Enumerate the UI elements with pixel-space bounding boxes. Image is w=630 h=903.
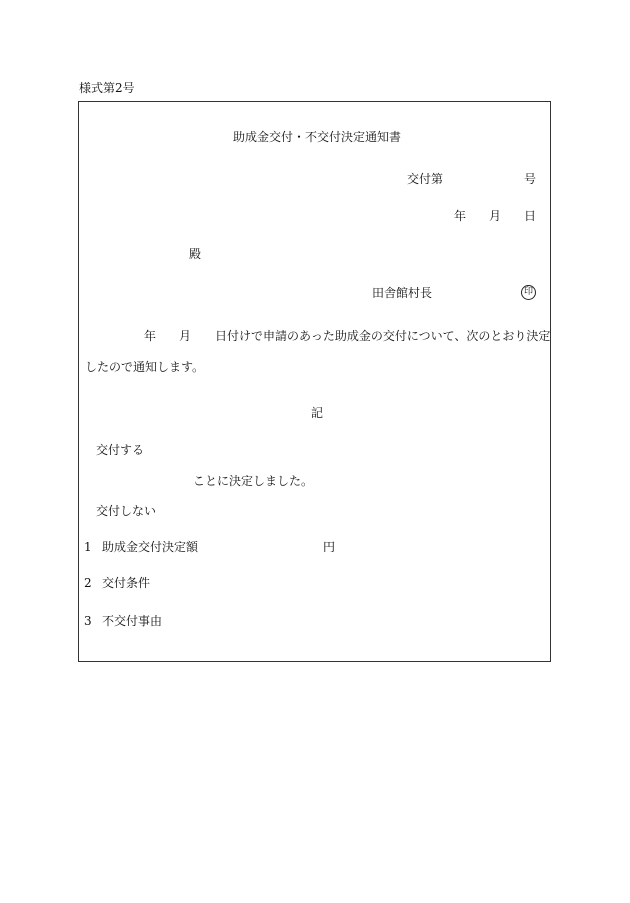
- item-2-label: 交付条件: [102, 576, 151, 590]
- item-1-unit: 円: [323, 540, 336, 554]
- ki-heading: 記: [311, 406, 324, 420]
- body-month: 月: [179, 329, 192, 343]
- decision-grant: 交付する: [96, 443, 145, 457]
- decision-not-grant: 交付しない: [96, 504, 157, 518]
- seal-mark: 印: [521, 285, 536, 300]
- date-day: 日: [524, 209, 537, 223]
- date-year: 年: [454, 209, 467, 223]
- item-1-label: 助成金交付決定額: [102, 540, 199, 554]
- decision-statement: ことに決定しました。: [193, 474, 314, 488]
- item-3-label: 不交付事由: [102, 614, 163, 628]
- issue-number-prefix: 交付第: [407, 172, 444, 186]
- item-2-number: 2: [84, 576, 92, 590]
- body-line-1: 日付けで申請のあった助成金の交付について、次のとおり決定: [215, 329, 551, 343]
- form-number: 様式第2号: [79, 81, 135, 95]
- addressee-honorific: 殿: [189, 247, 202, 261]
- sender-title: 田舎館村長: [372, 286, 433, 300]
- item-3-number: 3: [84, 614, 92, 628]
- item-1-number: 1: [84, 540, 92, 554]
- document-title: 助成金交付・不交付決定通知書: [233, 130, 402, 144]
- issue-number-suffix: 号: [524, 172, 537, 186]
- date-month: 月: [489, 209, 502, 223]
- body-year: 年: [144, 329, 157, 343]
- body-line-2: したので通知します。: [85, 360, 205, 374]
